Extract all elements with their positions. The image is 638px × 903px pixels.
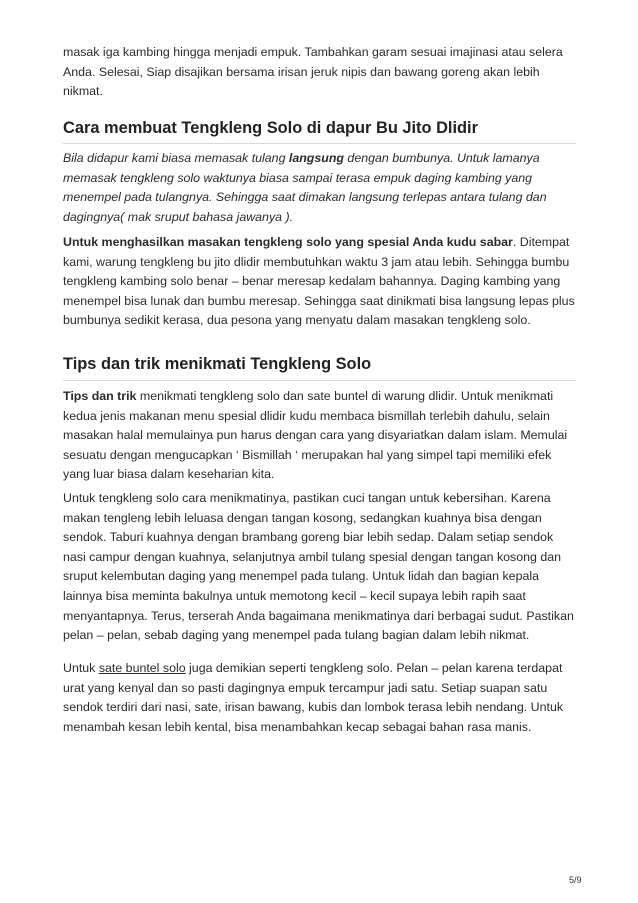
page-number: 5/9 bbox=[569, 875, 582, 885]
bold-text: langsung bbox=[288, 151, 344, 165]
text-span: menikmati tengkleng solo dan sate buntel di warung dlidir. Untuk menikmati kedua jenis makanan menu spesial dlidir kudu membaca bismillah terlebih dahulu, selain masakan halal memulainya pun harus dengan cara yang disyariatkan dalam islam. Memulai sesuatu dengan mengucapkan ‘ Bismillah ‘ merupakan hal yang simpel tapi memiliki efek yang luar biasa dalam keseharian kita. bbox=[63, 389, 568, 482]
section2-paragraph-2: Untuk tengkleng solo cara menikmatinya, pastikan cuci tangan untuk kebersihan. Karena makan tengleng lebih leluasa dengan tangan kosong, sedangkan kuahnya bisa dengan sendok. Taburi kuahnya dengan brambang goreng biar lebih sedap. Dalam setiap sendok nasi campur dengan kuahnya, selanjutnya ambil tulang spesial dengan tangan kosong dan sruput kelembutan daging yang menempel pada tulang. Untuk lidah dan bagian kepala lainnya bisa meminta bakulnya untuk memotong kecil – kecil supaya lebih rapih saat menyantapnya. Terus, terserah Anda bagaimana menikmatinya dari berbagai sudut. Pastikan pelan – pelan, sebab daging yang menempel pada tulang bagian dalam lebih nikmat. bbox=[63, 491, 574, 643]
text-span: juga demikian seperti tengkleng solo. Pelan – pelan karena terdapat urat yang kenyal dan so pasti dagingnya empuk tercampur jadi satu. Setiap suapan satu sendok terdiri dari nasi, sate, irisan bawang, kubis dan lombok terasa lebih nendang. Untuk menambah kesan lebih kental, bisa menambahkan kecap sebagai bahan rasa manis. bbox=[63, 661, 564, 734]
heading-divider bbox=[63, 380, 576, 381]
section2-paragraph-1 bbox=[63, 387, 576, 485]
text-span: Untuk bbox=[63, 661, 99, 675]
sate-buntel-solo-link[interactable]: sate buntel solo bbox=[98, 661, 186, 675]
section-heading-cara-membuat: Cara membuat Tengkleng Solo di dapur Bu Jito Dlidir bbox=[63, 119, 478, 137]
section1-paragraph-1 bbox=[63, 149, 576, 227]
bold-text: Tips dan trik bbox=[63, 389, 137, 403]
intro-paragraph: masak iga kambing hingga menjadi empuk. Tambahkan garam sesuai imajinasi atau selera Anda. Selesai, Siap disajikan bersama irisan jeruk nipis dan bawang goreng akan lebih nikmat. bbox=[63, 45, 563, 99]
heading-divider bbox=[63, 143, 576, 144]
text-span: dengan bumbunya. Untuk lamanya memasak tengkleng solo waktunya biasa sampai terasa empuk daging kambing yang menempel pada tulangnya. Sehingga saat dimakan langsung terlepas antara tulang dan dagingnya( mak sruput bahasa jawanya ). bbox=[63, 151, 547, 224]
bold-text: Untuk menghasilkan masakan tengkleng solo yang spesial Anda kudu sabar bbox=[63, 235, 513, 249]
section2-paragraph-3 bbox=[63, 659, 576, 737]
section1-paragraph-2 bbox=[63, 233, 576, 331]
text-span: . Ditempat kami, warung tengkleng bu jito dlidir membutuhkan waktu 3 jam atau lebih. Sehingga bumbu tengkleng kambing solo benar – benar meresap kedalam bahannya. Daging kambing yang menempel bisa lunak dan bumbu meresap. Sehingga saat dinikmati bisa langsung lepas plus bumbunya sedikit kerasa, dua pesona yang menyatu dalam masakan tengkleng solo. bbox=[63, 235, 575, 328]
text-span: Bila didapur kami biasa memasak tulang bbox=[63, 151, 289, 165]
section-heading-tips-trik: Tips dan trik menikmati Tengkleng Solo bbox=[63, 355, 372, 373]
